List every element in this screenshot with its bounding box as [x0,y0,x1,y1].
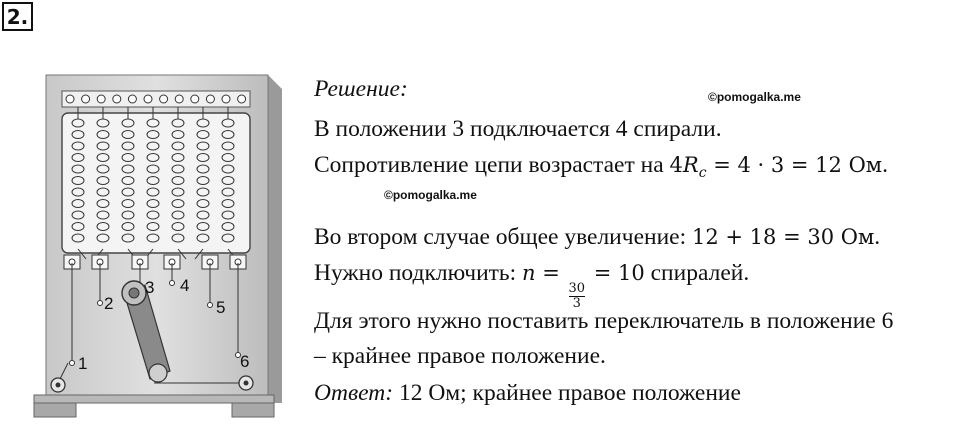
solution-line-2: Сопротивление цепи возрастает на $4R_с = 4 \cdot 3 = 12$ Ом. [314,152,888,181]
solution-line-4: Нужно подключить: n = $\frac{30}{3}$ = 10 спиралей. [314,260,750,311]
terminal-screw [222,95,230,103]
watermark-2: ©pomogalka.me [384,188,477,202]
terminal-screw [128,95,136,103]
terminal-screw [160,95,168,103]
label-1: 1 [78,354,88,373]
label-2: 2 [104,294,114,313]
terminal-screw [113,95,121,103]
terminal-screw [206,95,214,103]
solution-line-1: В положении 3 подключается 4 спирали. [314,116,722,142]
answer-text: 12 Ом; крайнее правое положение [393,380,741,406]
label-4: 4 [180,276,190,295]
terminal-screw [144,95,152,103]
solution-heading: Решение: [314,76,408,102]
line3-formula: 12 + 18 = 30 Ом [692,225,875,249]
answer-line [314,382,741,406]
line2-formula: $4R_с = 4 \cdot 3 = 12$ Ом [669,153,883,181]
solution-line-3: Во втором случае общее увеличение: 12 + 18 = 30 Ом. [314,224,881,250]
panel-side [268,75,282,403]
line3-text: Во втором случае общее увеличение: [314,224,692,250]
label-3: 3 [145,278,155,297]
solution-line-6: – крайнее правое положение. [314,343,606,369]
terminal-screw [175,95,183,103]
solution-line-5: Для этого нужно поставить переключатель в положение 6 [314,308,894,334]
terminal-screw [191,95,199,103]
base-top [34,395,274,403]
line4-text: Нужно подключить: [314,260,523,286]
terminal-screw [97,95,105,103]
terminal-screw [82,95,90,103]
rheostat-figure [0,65,300,425]
answer-label: Ответ: [314,380,394,406]
label-6: 6 [240,352,250,371]
line4-formula: n = $\frac{30}{3}$ = 10 [522,261,645,311]
terminal-screw [66,95,74,103]
terminal-screw [238,95,246,103]
label-5: 5 [216,298,226,317]
problem-number: 2. [2,2,33,31]
watermark-1: ©pomogalka.me [708,90,801,104]
line2-text: Сопротивление цепи возрастает на [314,152,670,178]
fraction: $\frac{30}{3}$ [568,281,586,311]
